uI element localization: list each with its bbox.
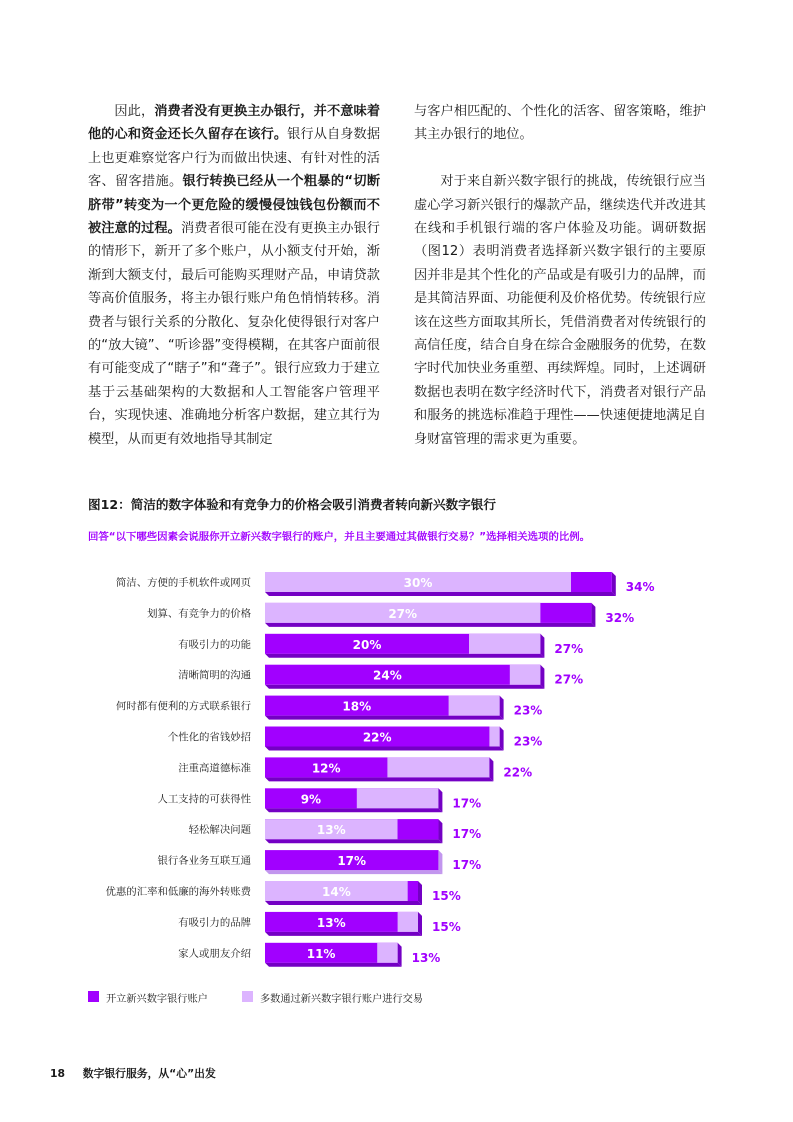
bar-data-label: 14%	[322, 885, 351, 899]
document-title: 数字银行服务，从“心”出发	[82, 1067, 216, 1080]
legend-swatch-transactions	[242, 991, 253, 1002]
category-label: 优惠的汇率和低廉的海外转账费	[105, 886, 251, 898]
bar-data-label: 24%	[373, 668, 402, 683]
category-label: 简洁、方便的手机软件或网页	[115, 577, 251, 589]
bar-bottom	[265, 747, 504, 751]
bar-transactions	[357, 788, 439, 808]
bar-bottom	[265, 901, 422, 905]
bar-data-label: 22%	[362, 730, 392, 745]
bar-side	[489, 757, 493, 781]
legend-label-open-account: 开立新兴数字银行账户	[106, 994, 208, 1005]
bar-data-label: 9%	[300, 792, 322, 807]
page-footer	[50, 1066, 216, 1081]
bar-data-label: 11%	[306, 946, 336, 961]
legend-label-transactions: 多数通过新兴数字银行账户进行交易	[260, 994, 423, 1005]
bar-data-label: 20%	[352, 637, 382, 652]
bar-data-label: 13%	[316, 823, 346, 838]
legend-swatch-open-account	[88, 991, 99, 1002]
bar-data-label: 17%	[337, 854, 367, 869]
category-label: 有吸引力的功能	[178, 638, 251, 651]
category-label: 何时都有便利的方式联系银行	[115, 700, 251, 713]
bar-side	[418, 881, 422, 905]
bar-side	[540, 634, 544, 658]
page-number: 18	[50, 1067, 66, 1080]
category-label: 清晰简明的沟通	[178, 669, 251, 682]
bar-side	[540, 665, 544, 689]
bar-data-label: 13%	[316, 915, 346, 930]
category-label: 注重高道德标准	[178, 762, 251, 775]
text-run: 消费者很可能在没有更换主办银行的情形下，新开了多个账户，从小额支付开始，渐渐到大额支付，最后可能购买理财产品，申请贷款等高价值服务，将主办银行账户角色悄悄转移。消费者与银行关系的分散化、复杂化使得银行对客户的“放大镜”、“听诊器”变得模糊，在其客户面前很有可能变成了“瞎子”和“聋子”。银行应致力于建立基于云基础架构的大数据和人工智能客户管理平台，实现快速、准确地分析客户数据，建立其行为模型，从而更有效地指导其制定	[88, 221, 380, 447]
bar-transactions	[469, 634, 540, 654]
bar-transactions	[398, 912, 418, 932]
bar-total-label: 15%	[432, 919, 461, 934]
bar-chart	[0, 560, 793, 980]
bar-data-label: 18%	[342, 699, 372, 714]
bar-bottom	[265, 777, 493, 781]
category-label: 有吸引力的品牌	[178, 916, 251, 929]
bar-side	[438, 819, 442, 843]
bar-total-label: 17%	[452, 796, 482, 811]
bar-bottom	[265, 870, 442, 874]
bar-bottom	[265, 654, 544, 658]
bar-side	[591, 603, 595, 627]
bar-data-label: 30%	[403, 576, 433, 590]
bar-total-label: 13%	[411, 950, 441, 965]
right-text-column	[414, 100, 706, 451]
bar-side	[418, 912, 422, 936]
bar-bottom	[265, 808, 442, 812]
bar-side	[398, 943, 402, 967]
bar-transactions	[449, 696, 500, 716]
bar-total-label: 22%	[503, 765, 533, 780]
bar-bottom	[265, 685, 544, 689]
bar-total-label: 34%	[625, 580, 655, 594]
category-label: 个性化的省钱妙招	[167, 731, 251, 744]
bar-bottom	[265, 839, 442, 843]
bar-transactions	[489, 727, 499, 747]
left-text-column	[88, 100, 380, 451]
bar-bottom	[265, 932, 422, 936]
bar-side	[612, 572, 616, 596]
bar-total-label: 32%	[605, 610, 635, 625]
bar-side	[500, 696, 504, 720]
right-paragraph: 对于来自新兴数字银行的挑战，传统银行应当虚心学习新兴银行的爆款产品，继续迭代并改进其在线和手机银行端的客户体验及功能。调研数据（图12）表明消费者选择新兴数字银行的主要原因并非是其个性化的产品或是有吸引力的品牌，而是其简洁界面、功能便利及价格优势。传统银行应该在这些方面取其所长，凭借消费者对传统银行的高信任度，结合自身在综合金融服务的优势，在数字时代加快业务重塑、再续辉煌。同时，上述调研数据也表明在数字经济时代下，消费者对银行产品和服务的挑选标准趋于理性——快速便捷地满足自身财富管理的需求更为重要。	[414, 174, 706, 447]
bar-open-account-remainder	[398, 819, 439, 839]
bar-open-account-remainder	[408, 881, 418, 901]
bar-data-label: 12%	[311, 761, 341, 776]
bar-transactions	[387, 757, 489, 777]
bar-total-label: 17%	[452, 858, 482, 873]
bar-side	[438, 788, 442, 812]
bar-bottom	[265, 716, 504, 720]
bar-side	[500, 727, 504, 751]
category-label: 轻松解决问题	[188, 824, 251, 837]
bar-total-label: 15%	[432, 889, 461, 903]
figure-title: 图12：简洁的数字体验和有竞争力的价格会吸引消费者转向新兴数字银行	[88, 497, 496, 512]
category-label: 银行各业务互联互通	[157, 855, 251, 868]
category-label: 人工支持的可获得性	[157, 793, 251, 806]
bar-total-label: 17%	[452, 827, 482, 842]
left-paragraph	[88, 100, 380, 451]
category-label: 划算、有竞争力的价格	[147, 607, 251, 620]
bar-transactions	[377, 943, 397, 963]
bar-data-label: 27%	[388, 606, 418, 621]
bold-text-run: 银行转换已经从一个粗暴的“切断脐带”转变为一个更危险的缓慢侵蚀钱包份额而不被注意的过程。	[88, 174, 381, 237]
bar-open-account	[265, 665, 540, 685]
bar-transactions	[510, 665, 541, 685]
bar-bottom	[265, 592, 616, 596]
bar-total-label: 27%	[554, 641, 584, 656]
text-run: 因此，	[114, 104, 155, 119]
category-label: 家人或朋友介绍	[178, 947, 251, 960]
text-run: 银行从自身数据上也更难察觉客户行为而做出快速、有针对性的活客、留客措施。	[88, 127, 381, 190]
right-paragraph-continuation: 与客户相匹配的、个性化的活客、留客策略，维护其主办银行的地位。	[414, 104, 706, 143]
figure-question: 回答“以下哪些因素会说服你开立新兴数字银行的账户，并且主要通过其做银行交易？”选择相关选项的比例。	[88, 531, 591, 543]
bar-bottom	[265, 623, 595, 627]
bar-bottom	[265, 963, 402, 967]
bar-total-label: 27%	[554, 672, 584, 687]
bar-total-label: 23%	[513, 703, 543, 718]
bar-total-label: 23%	[513, 734, 543, 749]
bold-text-run: 消费者没有更换主办银行，并不意味着他的心和资金还长久留存在该行。	[88, 104, 381, 143]
bar-side	[438, 850, 442, 874]
